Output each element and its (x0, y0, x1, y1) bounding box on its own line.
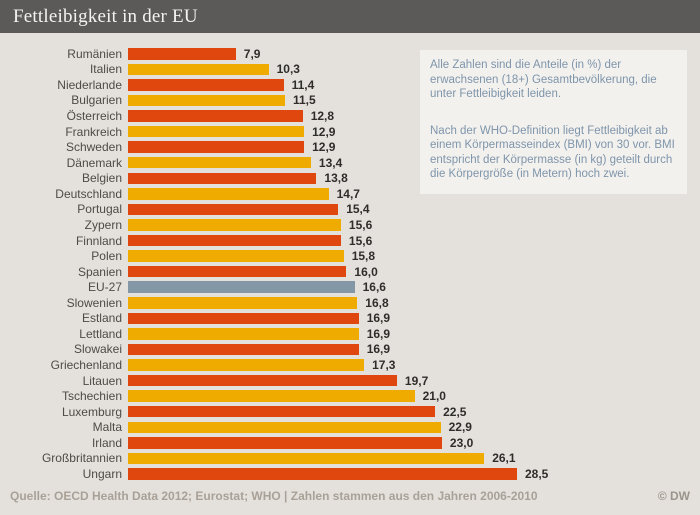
bar-value-label: 11,4 (291, 77, 315, 92)
chart-row (0, 311, 700, 327)
country-label: Frankreich (65, 124, 122, 139)
bar-value-label: 16,9 (366, 342, 391, 357)
chart-row (0, 202, 700, 218)
source-attribution: Quelle: OECD Health Data 2012; Eurostat; WHO | Zahlen stammen aus den Jahren 2006-2010 (10, 489, 538, 503)
bar-value-label: 13,4 (318, 155, 343, 170)
chart-row (0, 295, 700, 311)
value-bar (128, 126, 304, 138)
chart-row (0, 264, 700, 280)
chart-row (0, 373, 700, 389)
bar-value-label: 22,5 (443, 404, 467, 419)
bar-value-label: 12,9 (312, 124, 336, 139)
value-bar (128, 110, 303, 122)
value-bar (128, 157, 311, 169)
country-label: Niederlande (57, 77, 122, 92)
bar-value-label: 11,5 (293, 93, 316, 108)
bar-value-label: 28,5 (525, 466, 549, 481)
country-label: Rumänien (67, 46, 122, 61)
country-label: Estland (81, 311, 122, 326)
chart-row (0, 326, 700, 342)
country-label: Irland (91, 435, 122, 450)
country-label: Österreich (66, 109, 122, 124)
bar-value-label: 12,8 (310, 109, 335, 124)
country-label: Zypern (84, 217, 122, 232)
bar-value-label: 14,7 (336, 186, 360, 201)
bar-value-label: 15,6 (348, 217, 373, 232)
value-bar (128, 437, 442, 449)
chart-row (0, 466, 700, 482)
value-bar (128, 281, 355, 293)
footer (0, 489, 700, 503)
bar-value-label: 22,9 (448, 420, 472, 435)
chart-row (0, 279, 700, 295)
country-label: Slowenien (66, 295, 122, 310)
value-bar (128, 468, 517, 480)
country-label: Portugal (77, 202, 122, 217)
value-bar (128, 219, 341, 231)
chart-row (0, 404, 700, 420)
country-label: Griechenland (50, 358, 122, 373)
bar-value-label: 15,8 (351, 249, 376, 264)
bar-value-label: 13,8 (324, 171, 348, 186)
value-bar (128, 79, 284, 91)
chart-row (0, 435, 700, 451)
value-bar (128, 406, 435, 418)
chart-row (0, 248, 700, 264)
country-label: Deutschland (55, 186, 122, 201)
country-label: Bulgarien (71, 93, 122, 108)
chart-row (0, 357, 700, 373)
header-bar (0, 0, 700, 33)
country-label: Malta (92, 420, 122, 435)
bar-value-label: 19,7 (404, 373, 429, 388)
value-bar (128, 141, 304, 153)
country-label: Ungarn (82, 466, 122, 481)
bar-value-label: 23,0 (449, 435, 474, 450)
bar-value-label: 7,9 (243, 46, 261, 61)
country-label: Großbritannien (41, 451, 122, 466)
copyright-label: © DW (657, 489, 690, 503)
value-bar (128, 173, 316, 185)
country-label: Schweden (65, 140, 122, 155)
bar-value-label: 17,3 (372, 358, 396, 373)
value-bar (128, 188, 329, 200)
bar-value-label: 16,0 (354, 264, 378, 279)
chart-row (0, 388, 700, 404)
page-title: Fettleibigkeit in der EU (13, 6, 198, 27)
value-bar (128, 95, 285, 107)
bar-value-label: 26,1 (492, 451, 516, 466)
bar-value-label: 16,9 (366, 326, 391, 341)
country-label: Italien (89, 62, 122, 77)
value-bar (128, 375, 397, 387)
chart-row (0, 217, 700, 233)
value-bar (128, 359, 364, 371)
value-bar (128, 204, 338, 216)
country-label: Slowakei (73, 342, 122, 357)
value-bar (128, 64, 269, 76)
chart-row (0, 233, 700, 249)
country-label: Tschechien (61, 389, 122, 404)
chart-row (0, 342, 700, 358)
value-bar (128, 297, 357, 309)
country-label: Polen (91, 249, 122, 264)
country-label: Lettland (79, 326, 122, 341)
value-bar (128, 453, 484, 465)
bar-value-label: 15,6 (348, 233, 373, 248)
country-label: Belgien (81, 171, 122, 186)
value-bar (128, 344, 359, 356)
value-bar (128, 235, 341, 247)
chart-row (0, 451, 700, 467)
bar-value-label: 16,8 (365, 295, 389, 310)
bar-value-label: 15,4 (346, 202, 370, 217)
value-bar (128, 313, 359, 325)
bar-value-label: 16,6 (362, 280, 386, 295)
country-label: Luxemburg (61, 404, 122, 419)
info-paragraph-who-bmi: Nach der WHO-Definition liegt Fettleibigkeit ab einem Körpermasseindex (BMI) von 30 vor. BMI entspricht der Körpermasse (in kg) geteilt durch die Körpergröße (in Metern) hoch zwei. (430, 124, 675, 180)
country-label: EU-27 (87, 280, 122, 295)
value-bar (128, 328, 359, 340)
value-bar (128, 266, 346, 278)
value-bar (128, 250, 344, 262)
info-paragraph-definition: Alle Zahlen sind die Anteile (in %) der erwachsenen (18+) Gesamtbevölkerung, die unter Fettleibigkeit leiden. (430, 59, 657, 100)
bar-value-label: 10,3 (276, 62, 300, 77)
value-bar (128, 390, 415, 402)
country-label: Dänemark (66, 155, 122, 170)
country-label: Spanien (77, 264, 122, 279)
country-label: Litauen (82, 373, 122, 388)
bar-value-label: 12,9 (312, 140, 336, 155)
value-bar (128, 48, 236, 60)
bar-value-label: 21,0 (422, 389, 446, 404)
country-label: Finnland (75, 233, 122, 248)
info-box (420, 50, 687, 194)
value-bar (128, 422, 441, 434)
bar-value-label: 16,9 (366, 311, 391, 326)
chart-row (0, 420, 700, 436)
